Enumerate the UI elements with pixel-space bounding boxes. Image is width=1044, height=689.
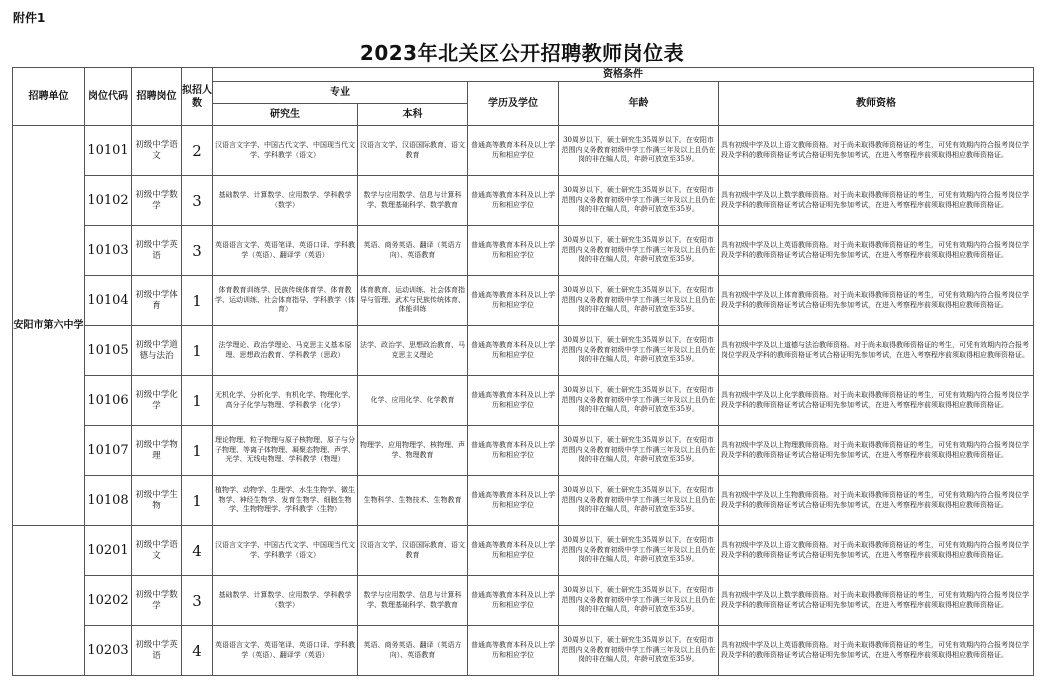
graduate-majors: 汉语言文字学、中国古代文学、中国现当代文学、学科教学（语文）: [213, 526, 358, 576]
header-graduate: 研究生: [213, 104, 358, 126]
graduate-majors: 基础数学、计算数学、应用数学、学科教学（数学）: [213, 176, 358, 226]
position-code: 10108: [85, 476, 132, 526]
education-requirement: 普通高等教育本科及以上学历和相应学位: [468, 576, 559, 626]
undergrad-majors: 生物科学、生物技术、生物教育: [358, 476, 468, 526]
hire-count: 3: [182, 176, 213, 226]
graduate-majors: 英语语言文学、英语笔译、英语口译、学科教学（英语）、翻译学（英语）: [213, 226, 358, 276]
hire-count: 3: [182, 226, 213, 276]
education-requirement: 普通高等教育本科及以上学历和相应学位: [468, 376, 559, 426]
header-code: 岗位代码: [85, 68, 132, 126]
undergrad-majors: 英语、商务英语、翻译（英语方向）、英语教育: [358, 226, 468, 276]
undergrad-majors: 数学与应用数学、信息与计算科学、数理基础科学、数学教育: [358, 576, 468, 626]
teacher-cert-requirement: 具有初级中学及以上化学教师资格。对于尚未取得教师资格证的考生，可凭有效期内符合报考岗位学段及学科的教师资格证考试合格证明先参加考试，在进入考察程序前须取得相应教师资格证。: [719, 376, 1034, 426]
education-requirement: 普通高等教育本科及以上学历和相应学位: [468, 526, 559, 576]
header-education: 学历及学位: [468, 82, 559, 126]
table-body: [13, 126, 1034, 676]
table-row: [13, 626, 1034, 676]
undergrad-majors: 法学、政治学、思想政治教育、马克思主义理论: [358, 326, 468, 376]
education-requirement: 普通高等教育本科及以上学历和相应学位: [468, 126, 559, 176]
hire-count: 2: [182, 126, 213, 176]
table-row: [13, 426, 1034, 476]
position-name: 初级中学英语: [132, 626, 182, 676]
undergrad-majors: 体育教育、运动训练、社会体育指导与管理、武术与民族传统体育、体能训练: [358, 276, 468, 326]
position-name: 初级中学生物: [132, 476, 182, 526]
table-row: [13, 126, 1034, 176]
graduate-majors: 法学理论、政治学理论、马克思主义基本原理、思想政治教育、学科教学（思政）: [213, 326, 358, 376]
education-requirement: 普通高等教育本科及以上学历和相应学位: [468, 626, 559, 676]
teacher-cert-requirement: 具有初级中学及以上数学教师资格。对于尚未取得教师资格证的考生，可凭有效期内符合报考岗位学段及学科的教师资格证考试合格证明先参加考试，在进入考察程序前须取得相应教师资格证。: [719, 176, 1034, 226]
undergrad-majors: 数学与应用数学、信息与计算科学、数理基础科学、数学教育: [358, 176, 468, 226]
teacher-cert-requirement: 具有初级中学及以上英语教师资格。对于尚未取得教师资格证的考生，可凭有效期内符合报考岗位学段及学科的教师资格证考试合格证明先参加考试，在进入考察程序前须取得相应教师资格证。: [719, 626, 1034, 676]
age-requirement: 30周岁以下，硕士研究生35周岁以下。在安阳市范围内义务教育初级中学工作满三年及以上且仍在岗的非在编人员，年龄可放宽至35岁。: [559, 326, 719, 376]
table-row: [13, 276, 1034, 326]
header-major: 专业: [213, 82, 468, 104]
table-row: [13, 376, 1034, 426]
position-name: 初级中学化学: [132, 376, 182, 426]
graduate-majors: 体育教育训练学、民族传统体育学、体育教学、运动训练、社会体育指导、学科教学（体育）: [213, 276, 358, 326]
hire-count: 4: [182, 526, 213, 576]
undergrad-majors: 物理学、应用物理学、核物理、声学、物理教育: [358, 426, 468, 476]
graduate-majors: 理论物理、粒子物理与原子核物理、原子与分子物理、等离子体物理、凝聚态物理、声学、光学、无线电物理、学科教学（物理）: [213, 426, 358, 476]
table-row: [13, 226, 1034, 276]
position-code: 10103: [85, 226, 132, 276]
teacher-cert-requirement: 具有初级中学及以上语文教师资格。对于尚未取得教师资格证的考生，可凭有效期内符合报考岗位学段及学科的教师资格证考试合格证明先参加考试，在进入考察程序前须取得相应教师资格证。: [719, 126, 1034, 176]
education-requirement: 普通高等教育本科及以上学历和相应学位: [468, 226, 559, 276]
graduate-majors: 英语语言文学、英语笔译、英语口译、学科教学（英语）、翻译学（英语）: [213, 626, 358, 676]
age-requirement: 30周岁以下，硕士研究生35周岁以下。在安阳市范围内义务教育初级中学工作满三年及以上且仍在岗的非在编人员，年龄可放宽至35岁。: [559, 126, 719, 176]
graduate-majors: 基础数学、计算数学、应用数学、学科教学（数学）: [213, 576, 358, 626]
hire-count: 4: [182, 626, 213, 676]
unit-name: 安阳市第六中学: [13, 126, 85, 526]
teacher-cert-requirement: 具有初级中学及以上英语教师资格。对于尚未取得教师资格证的考生，可凭有效期内符合报考岗位学段及学科的教师资格证考试合格证明先参加考试，在进入考察程序前须取得相应教师资格证。: [719, 226, 1034, 276]
undergrad-majors: 英语、商务英语、翻译（英语方向）、英语教育: [358, 626, 468, 676]
education-requirement: 普通高等教育本科及以上学历和相应学位: [468, 426, 559, 476]
header-undergrad: 本科: [358, 104, 468, 126]
position-name: 初级中学语文: [132, 526, 182, 576]
age-requirement: 30周岁以下，硕士研究生35周岁以下。在安阳市范围内义务教育初级中学工作满三年及以上且仍在岗的非在编人员，年龄可放宽至35岁。: [559, 476, 719, 526]
position-name: 初级中学物理: [132, 426, 182, 476]
age-requirement: 30周岁以下，硕士研究生35周岁以下。在安阳市范围内义务教育初级中学工作满三年及以上且仍在岗的非在编人员，年龄可放宽至35岁。: [559, 226, 719, 276]
position-name: 初级中学体育: [132, 276, 182, 326]
hire-count: 1: [182, 326, 213, 376]
table-row: [13, 176, 1034, 226]
recruitment-table: [12, 67, 1034, 676]
education-requirement: 普通高等教育本科及以上学历和相应学位: [468, 476, 559, 526]
teacher-cert-requirement: 具有初级中学及以上物理教师资格。对于尚未取得教师资格证的考生，可凭有效期内符合报考岗位学段及学科的教师资格证考试合格证明先参加考试，在进入考察程序前须取得相应教师资格证。: [719, 426, 1034, 476]
header-post: 招聘岗位: [132, 68, 182, 126]
teacher-cert-requirement: 具有初级中学及以上生物教师资格。对于尚未取得教师资格证的考生，可凭有效期内符合报考岗位学段及学科的教师资格证考试合格证明先参加考试，在进入考察程序前须取得相应教师资格证。: [719, 476, 1034, 526]
position-name: 初级中学数学: [132, 176, 182, 226]
hire-count: 1: [182, 426, 213, 476]
graduate-majors: 植物学、动物学、生理学、水生生物学、微生物学、神经生物学、发育生物学、细胞生物学、生物物理学、学科教学（生物）: [213, 476, 358, 526]
attachment-label: 附件1: [13, 11, 46, 25]
position-code: 10107: [85, 426, 132, 476]
position-name: 初级中学数学: [132, 576, 182, 626]
header-age: 年龄: [559, 82, 719, 126]
hire-count: 1: [182, 376, 213, 426]
position-code: 10202: [85, 576, 132, 626]
position-code: 10203: [85, 626, 132, 676]
table-row: [13, 476, 1034, 526]
page-title: 2023年北关区公开招聘教师岗位表: [359, 41, 685, 65]
table-row: [13, 326, 1034, 376]
age-requirement: 30周岁以下，硕士研究生35周岁以下。在安阳市范围内义务教育初级中学工作满三年及以上且仍在岗的非在编人员，年龄可放宽至35岁。: [559, 526, 719, 576]
age-requirement: 30周岁以下，硕士研究生35周岁以下。在安阳市范围内义务教育初级中学工作满三年及以上且仍在岗的非在编人员，年龄可放宽至35岁。: [559, 176, 719, 226]
age-requirement: 30周岁以下，硕士研究生35周岁以下。在安阳市范围内义务教育初级中学工作满三年及以上且仍在岗的非在编人员，年龄可放宽至35岁。: [559, 576, 719, 626]
age-requirement: 30周岁以下，硕士研究生35周岁以下。在安阳市范围内义务教育初级中学工作满三年及以上且仍在岗的非在编人员，年龄可放宽至35岁。: [559, 376, 719, 426]
position-code: 10104: [85, 276, 132, 326]
undergrad-majors: 汉语言文学、汉语国际教育、语文教育: [358, 126, 468, 176]
position-code: 10101: [85, 126, 132, 176]
undergrad-majors: 化学、应用化学、化学教育: [358, 376, 468, 426]
header-teacher-cert: 教师资格: [719, 82, 1034, 126]
header-qualifications: 资格条件: [213, 68, 1034, 82]
position-name: 初级中学道德与法治: [132, 326, 182, 376]
position-code: 10201: [85, 526, 132, 576]
table-row: [13, 526, 1034, 576]
table-row: [13, 576, 1034, 626]
position-code: 10106: [85, 376, 132, 426]
hire-count: 1: [182, 276, 213, 326]
graduate-majors: 汉语言文字学、中国古代文学、中国现当代文学、学科教学（语文）: [213, 126, 358, 176]
age-requirement: 30周岁以下，硕士研究生35周岁以下。在安阳市范围内义务教育初级中学工作满三年及以上且仍在岗的非在编人员，年龄可放宽至35岁。: [559, 276, 719, 326]
hire-count: 3: [182, 576, 213, 626]
teacher-cert-requirement: 具有初级中学及以上语文教师资格。对于尚未取得教师资格证的考生，可凭有效期内符合报考岗位学段及学科的教师资格证考试合格证明先参加考试，在进入考察程序前须取得相应教师资格证。: [719, 526, 1034, 576]
education-requirement: 普通高等教育本科及以上学历和相应学位: [468, 176, 559, 226]
age-requirement: 30周岁以下，硕士研究生35周岁以下。在安阳市范围内义务教育初级中学工作满三年及以上且仍在岗的非在编人员，年龄可放宽至35岁。: [559, 626, 719, 676]
age-requirement: 30周岁以下，硕士研究生35周岁以下。在安阳市范围内义务教育初级中学工作满三年及以上且仍在岗的非在编人员，年龄可放宽至35岁。: [559, 426, 719, 476]
teacher-cert-requirement: 具有初级中学及以上数学教师资格。对于尚未取得教师资格证的考生，可凭有效期内符合报考岗位学段及学科的教师资格证考试合格证明先参加考试，在进入考察程序前须取得相应教师资格证。: [719, 576, 1034, 626]
position-name: 初级中学英语: [132, 226, 182, 276]
header-unit: 招聘单位: [13, 68, 85, 126]
table-header: [13, 68, 1034, 126]
graduate-majors: 无机化学、分析化学、有机化学、物理化学、高分子化学与物理、学科教学（化学）: [213, 376, 358, 426]
undergrad-majors: 汉语言文学、汉语国际教育、语文教育: [358, 526, 468, 576]
education-requirement: 普通高等教育本科及以上学历和相应学位: [468, 326, 559, 376]
teacher-cert-requirement: 具有初级中学及以上道德与法治教师资格。对于尚未取得教师资格证的考生，可凭有效期内符合报考岗位学段及学科的教师资格证考试合格证明先参加考试，在进入考察程序前须取得相应教师资格证。: [719, 326, 1034, 376]
position-name: 初级中学语文: [132, 126, 182, 176]
teacher-cert-requirement: 具有初级中学及以上体育教师资格。对于尚未取得教师资格证的考生，可凭有效期内符合报考岗位学段及学科的教师资格证考试合格证明先参加考试，在进入考察程序前须取得相应教师资格证。: [719, 276, 1034, 326]
education-requirement: 普通高等教育本科及以上学历和相应学位: [468, 276, 559, 326]
unit-name-continued: [13, 526, 85, 676]
header-num: 拟招人数: [182, 68, 213, 126]
position-code: 10102: [85, 176, 132, 226]
position-code: 10105: [85, 326, 132, 376]
hire-count: 1: [182, 476, 213, 526]
